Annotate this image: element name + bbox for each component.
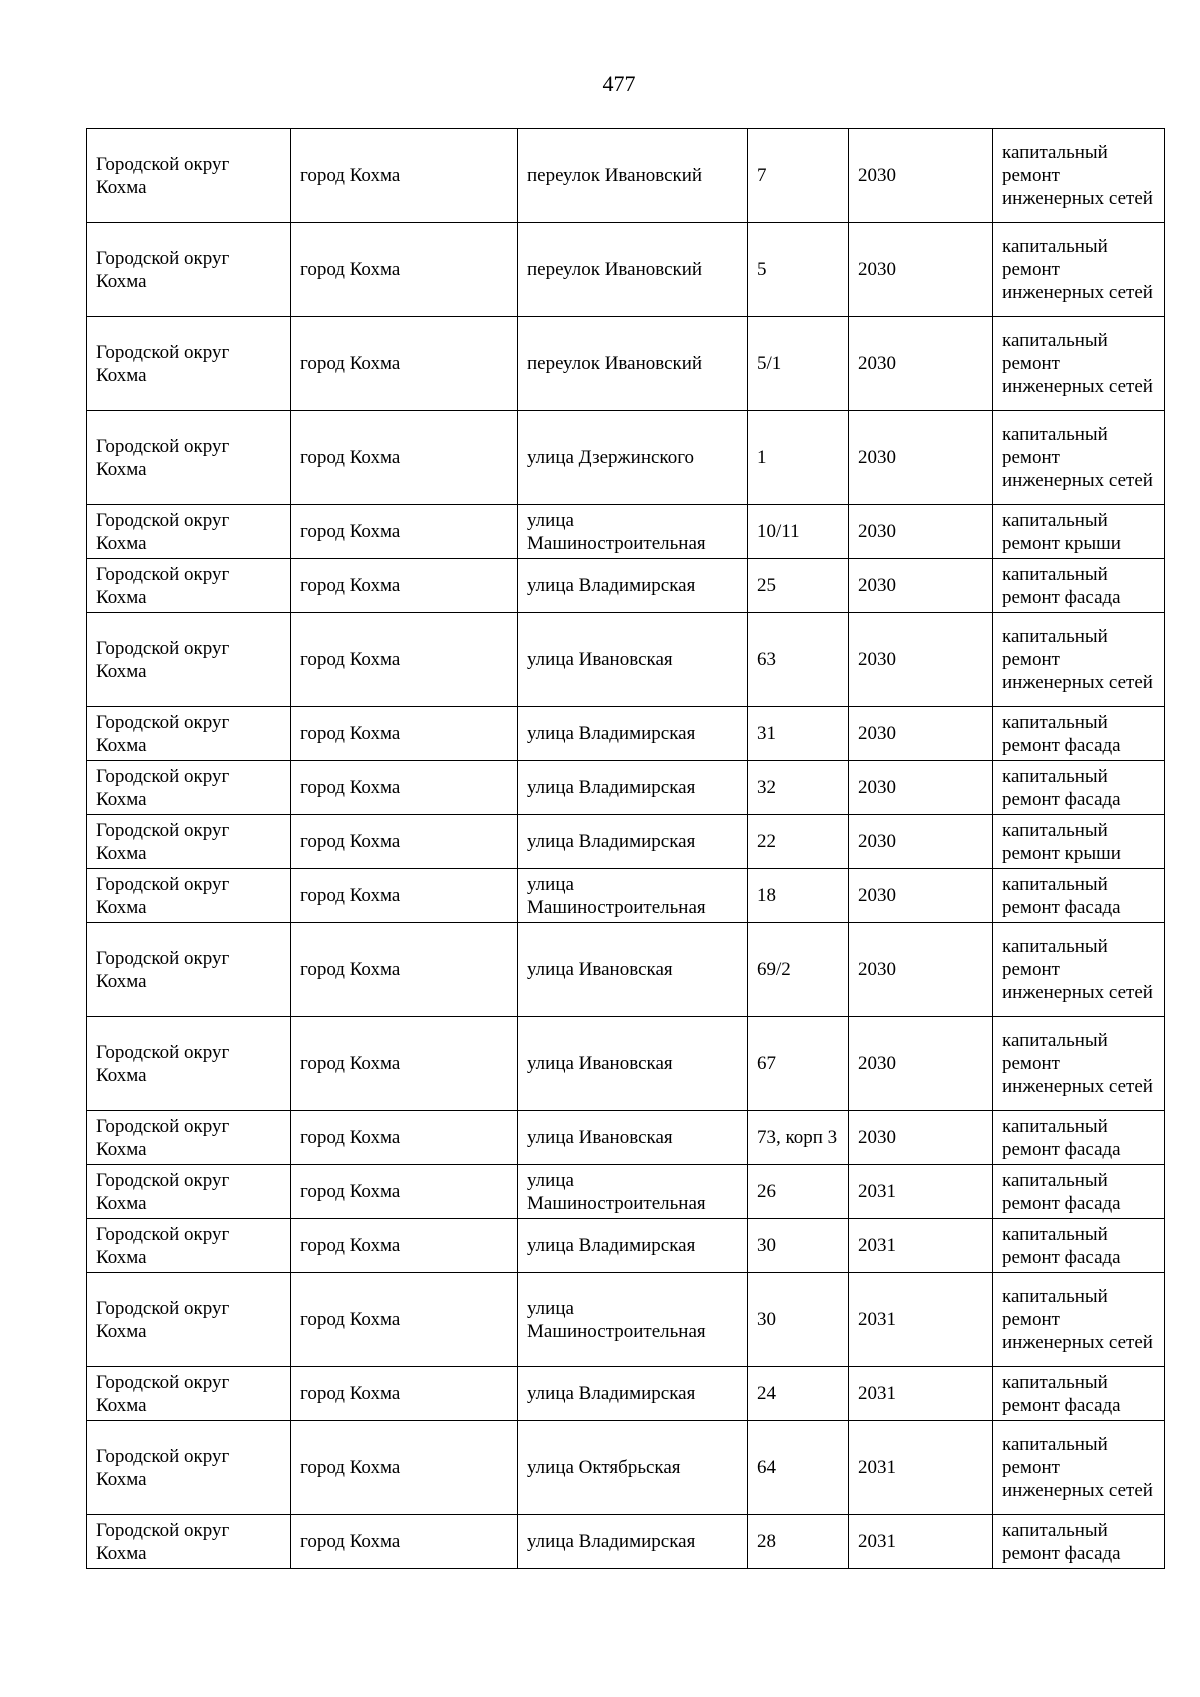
district-cell: Городской округ Кохма	[87, 1165, 291, 1219]
house-number-cell: 18	[748, 869, 849, 923]
settlement-cell: город Кохма	[291, 129, 518, 223]
district-cell: Городской округ Кохма	[87, 317, 291, 411]
settlement-cell: город Кохма	[291, 559, 518, 613]
street-cell: улица Ивановская	[518, 613, 748, 707]
table-row	[87, 1515, 1165, 1569]
house-number-cell: 10/11	[748, 505, 849, 559]
year-cell: 2031	[849, 1367, 993, 1421]
settlement-cell: город Кохма	[291, 1017, 518, 1111]
street-cell: улица Владимирская	[518, 559, 748, 613]
work-type-cell: капитальный ремонт фасада	[993, 761, 1165, 815]
table-row	[87, 223, 1165, 317]
house-number-cell: 5	[748, 223, 849, 317]
table-row	[87, 411, 1165, 505]
settlement-cell: город Кохма	[291, 1273, 518, 1367]
settlement-cell: город Кохма	[291, 761, 518, 815]
settlement-cell: город Кохма	[291, 1515, 518, 1569]
settlement-cell: город Кохма	[291, 317, 518, 411]
year-cell: 2030	[849, 317, 993, 411]
district-cell: Городской округ Кохма	[87, 223, 291, 317]
settlement-cell: город Кохма	[291, 707, 518, 761]
table-row	[87, 1367, 1165, 1421]
table-row	[87, 1421, 1165, 1515]
street-cell: переулок Ивановский	[518, 317, 748, 411]
year-cell: 2030	[849, 411, 993, 505]
work-type-cell: капитальный ремонт крыши	[993, 505, 1165, 559]
work-type-cell: капитальный ремонт инженерных сетей	[993, 317, 1165, 411]
house-number-cell: 32	[748, 761, 849, 815]
page-number: 477	[602, 71, 636, 96]
settlement-cell: город Кохма	[291, 1111, 518, 1165]
street-cell: улица Владимирская	[518, 1515, 748, 1569]
house-number-cell: 7	[748, 129, 849, 223]
settlement-cell: город Кохма	[291, 1219, 518, 1273]
work-type-cell: капитальный ремонт фасада	[993, 1165, 1165, 1219]
work-type-cell: капитальный ремонт фасада	[993, 707, 1165, 761]
district-cell: Городской округ Кохма	[87, 505, 291, 559]
work-type-cell: капитальный ремонт инженерных сетей	[993, 1017, 1165, 1111]
year-cell: 2030	[849, 707, 993, 761]
table-row	[87, 613, 1165, 707]
settlement-cell: город Кохма	[291, 613, 518, 707]
table-row	[87, 1017, 1165, 1111]
district-cell: Городской округ Кохма	[87, 1273, 291, 1367]
street-cell: улица Машиностроительная	[518, 1165, 748, 1219]
district-cell: Городской округ Кохма	[87, 1421, 291, 1515]
house-number-cell: 22	[748, 815, 849, 869]
table-row	[87, 1219, 1165, 1273]
table-row	[87, 1111, 1165, 1165]
house-number-cell: 28	[748, 1515, 849, 1569]
house-number-cell: 25	[748, 559, 849, 613]
work-type-cell: капитальный ремонт инженерных сетей	[993, 613, 1165, 707]
district-cell: Городской округ Кохма	[87, 129, 291, 223]
district-cell: Городской округ Кохма	[87, 707, 291, 761]
year-cell: 2030	[849, 223, 993, 317]
house-number-cell: 31	[748, 707, 849, 761]
year-cell: 2031	[849, 1273, 993, 1367]
street-cell: улица Владимирская	[518, 761, 748, 815]
district-cell: Городской округ Кохма	[87, 1515, 291, 1569]
year-cell: 2031	[849, 1421, 993, 1515]
year-cell: 2030	[849, 505, 993, 559]
street-cell: улица Владимирская	[518, 815, 748, 869]
table-body	[87, 129, 1165, 1569]
settlement-cell: город Кохма	[291, 923, 518, 1017]
table-row	[87, 129, 1165, 223]
street-cell: улица Владимирская	[518, 1367, 748, 1421]
work-type-cell: капитальный ремонт инженерных сетей	[993, 129, 1165, 223]
year-cell: 2030	[849, 129, 993, 223]
house-number-cell: 1	[748, 411, 849, 505]
year-cell: 2030	[849, 1017, 993, 1111]
settlement-cell: город Кохма	[291, 869, 518, 923]
street-cell: улица Дзержинского	[518, 411, 748, 505]
table-row	[87, 505, 1165, 559]
work-type-cell: капитальный ремонт фасада	[993, 1111, 1165, 1165]
work-type-cell: капитальный ремонт фасада	[993, 1515, 1165, 1569]
district-cell: Городской округ Кохма	[87, 559, 291, 613]
table-row	[87, 815, 1165, 869]
year-cell: 2030	[849, 1111, 993, 1165]
work-type-cell: капитальный ремонт инженерных сетей	[993, 923, 1165, 1017]
street-cell: улица Ивановская	[518, 1017, 748, 1111]
year-cell: 2030	[849, 761, 993, 815]
house-number-cell: 26	[748, 1165, 849, 1219]
work-type-cell: капитальный ремонт фасада	[993, 1367, 1165, 1421]
table-row	[87, 923, 1165, 1017]
district-cell: Городской округ Кохма	[87, 761, 291, 815]
table-row	[87, 559, 1165, 613]
street-cell: улица Машиностроительная	[518, 505, 748, 559]
house-number-cell: 5/1	[748, 317, 849, 411]
work-type-cell: капитальный ремонт фасада	[993, 1219, 1165, 1273]
street-cell: переулок Ивановский	[518, 129, 748, 223]
street-cell: улица Владимирская	[518, 707, 748, 761]
repair-schedule-table	[86, 128, 1165, 1569]
house-number-cell: 67	[748, 1017, 849, 1111]
work-type-cell: капитальный ремонт инженерных сетей	[993, 411, 1165, 505]
settlement-cell: город Кохма	[291, 1421, 518, 1515]
district-cell: Городской округ Кохма	[87, 1367, 291, 1421]
district-cell: Городской округ Кохма	[87, 869, 291, 923]
work-type-cell: капитальный ремонт крыши	[993, 815, 1165, 869]
street-cell: переулок Ивановский	[518, 223, 748, 317]
work-type-cell: капитальный ремонт инженерных сетей	[993, 223, 1165, 317]
table-row	[87, 1273, 1165, 1367]
settlement-cell: город Кохма	[291, 1367, 518, 1421]
table-row	[87, 1165, 1165, 1219]
district-cell: Городской округ Кохма	[87, 1111, 291, 1165]
district-cell: Городской округ Кохма	[87, 1219, 291, 1273]
house-number-cell: 30	[748, 1273, 849, 1367]
work-type-cell: капитальный ремонт инженерных сетей	[993, 1421, 1165, 1515]
street-cell: улица Октябрьская	[518, 1421, 748, 1515]
house-number-cell: 69/2	[748, 923, 849, 1017]
district-cell: Городской округ Кохма	[87, 815, 291, 869]
house-number-cell: 30	[748, 1219, 849, 1273]
settlement-cell: город Кохма	[291, 411, 518, 505]
street-cell: улица Ивановская	[518, 923, 748, 1017]
settlement-cell: город Кохма	[291, 1165, 518, 1219]
table-row	[87, 317, 1165, 411]
table-row	[87, 869, 1165, 923]
work-type-cell: капитальный ремонт инженерных сетей	[993, 1273, 1165, 1367]
street-cell: улица Машиностроительная	[518, 869, 748, 923]
settlement-cell: город Кохма	[291, 505, 518, 559]
district-cell: Городской округ Кохма	[87, 411, 291, 505]
district-cell: Городской округ Кохма	[87, 923, 291, 1017]
year-cell: 2030	[849, 815, 993, 869]
table-row	[87, 761, 1165, 815]
street-cell: улица Владимирская	[518, 1219, 748, 1273]
house-number-cell: 24	[748, 1367, 849, 1421]
district-cell: Городской округ Кохма	[87, 1017, 291, 1111]
year-cell: 2031	[849, 1219, 993, 1273]
house-number-cell: 63	[748, 613, 849, 707]
table-row	[87, 707, 1165, 761]
district-cell: Городской округ Кохма	[87, 613, 291, 707]
house-number-cell: 73, корп 3	[748, 1111, 849, 1165]
year-cell: 2030	[849, 923, 993, 1017]
street-cell: улица Ивановская	[518, 1111, 748, 1165]
year-cell: 2030	[849, 613, 993, 707]
year-cell: 2031	[849, 1165, 993, 1219]
year-cell: 2031	[849, 1515, 993, 1569]
work-type-cell: капитальный ремонт фасада	[993, 559, 1165, 613]
settlement-cell: город Кохма	[291, 815, 518, 869]
year-cell: 2030	[849, 869, 993, 923]
house-number-cell: 64	[748, 1421, 849, 1515]
work-type-cell: капитальный ремонт фасада	[993, 869, 1165, 923]
street-cell: улица Машиностроительная	[518, 1273, 748, 1367]
year-cell: 2030	[849, 559, 993, 613]
settlement-cell: город Кохма	[291, 223, 518, 317]
